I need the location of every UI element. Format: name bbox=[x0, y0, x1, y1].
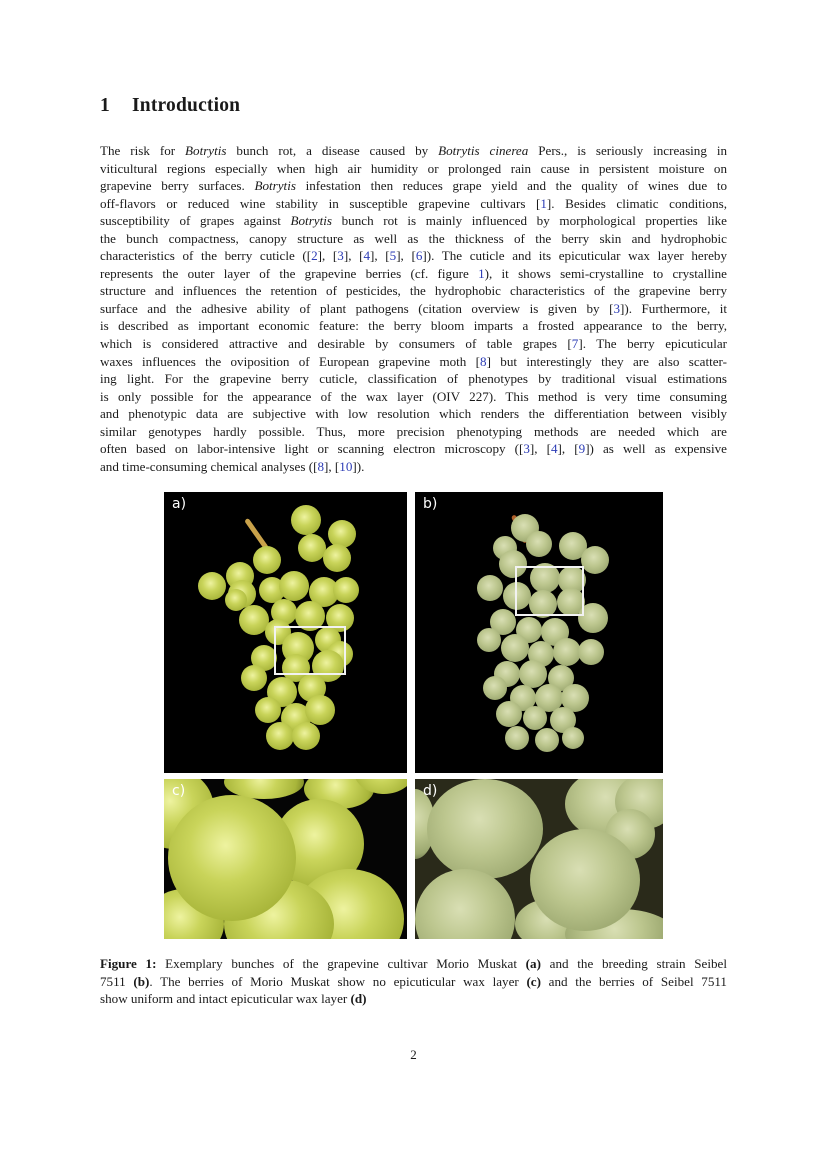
citation-link[interactable]: 1 bbox=[540, 195, 547, 211]
berry bbox=[562, 727, 584, 749]
paragraph-line: surface and the adhesive ability of plant pathogens (citation overview is given by [3]). Furthermore, it bbox=[100, 300, 728, 316]
berry bbox=[578, 639, 604, 665]
berry bbox=[255, 697, 281, 723]
panel-label-a: a) bbox=[172, 496, 187, 512]
citation-link[interactable]: 3 bbox=[523, 441, 530, 457]
citation-link[interactable]: 7 bbox=[571, 336, 579, 352]
paragraph-line: characteristics of the berry cuticle ([2], [3], [4], [5], [6]). The cuticle and its epicuticular wax layer hereby bbox=[100, 248, 727, 264]
citation-link[interactable]: 10 bbox=[339, 458, 353, 474]
citation-link[interactable]: 8 bbox=[480, 353, 487, 369]
berry bbox=[292, 722, 320, 750]
bold-label: (c) bbox=[526, 973, 541, 989]
berry bbox=[477, 628, 501, 652]
berry bbox=[581, 546, 609, 574]
caption-line: show uniform and intact epicuticular wax layer (d) bbox=[100, 991, 367, 1006]
panel-label-c: c) bbox=[172, 783, 186, 799]
paragraph-line: and phenotypic data are subjective with low resolution which renders the differentiation between visibly bbox=[100, 406, 727, 422]
section-title: Introduction bbox=[132, 95, 241, 116]
citation-link[interactable]: 2 bbox=[311, 248, 318, 264]
paragraph-line: waxes influences the oviposition of European grapevine moth [8] but interestingly they are also scatter- bbox=[100, 353, 727, 369]
figure-panel-d bbox=[415, 779, 663, 939]
paragraph-line: structure and influences the retention of pesticides, the hydrophobic characteristics of the grapevine berry bbox=[100, 283, 727, 299]
berry bbox=[241, 665, 267, 691]
berry bbox=[168, 795, 296, 921]
berry bbox=[523, 706, 547, 730]
citation-link[interactable]: 3 bbox=[613, 300, 620, 316]
citation-link[interactable]: 4 bbox=[551, 441, 558, 457]
paragraph-line: ing light. For the grapevine berry cuticle, classification of phenotypes by traditional visual estimations bbox=[100, 371, 727, 387]
berry bbox=[291, 505, 321, 535]
citation-link[interactable]: 3 bbox=[337, 248, 344, 264]
berry bbox=[483, 676, 507, 700]
berry bbox=[298, 534, 326, 562]
section-heading bbox=[100, 95, 240, 117]
figure-panel-b bbox=[415, 492, 663, 773]
figure-caption bbox=[100, 955, 727, 1008]
berry bbox=[477, 575, 503, 601]
berry bbox=[415, 869, 515, 939]
roi-box-b bbox=[515, 566, 584, 616]
berry bbox=[496, 701, 522, 727]
paragraph-line: grapevine berry surfaces. Botrytis infestation then reduces grape yield and the quality of wines due to bbox=[100, 178, 728, 194]
italic-term: Botrytis bbox=[185, 143, 227, 158]
berry bbox=[427, 779, 543, 879]
paragraph-line: viticultural regions especially when high air humidity or prolonged rain cause in persistent moisture on bbox=[100, 160, 727, 176]
berry bbox=[519, 660, 547, 688]
section-number: 1 bbox=[100, 95, 110, 116]
paragraph-line: the bunch compactness, canopy structure as well as the thickness of the berry skin and hydrophobic bbox=[100, 230, 727, 246]
figure-panel-c bbox=[164, 779, 407, 939]
bold-label: (d) bbox=[350, 991, 367, 1006]
berry bbox=[279, 571, 309, 601]
bold-label: (b) bbox=[133, 973, 150, 989]
panel-label-b: b) bbox=[423, 496, 438, 512]
paragraph-line: is described as important economic feature: the berry bloom imparts a frosted appearance to the berry, bbox=[100, 318, 727, 334]
italic-term: Botrytis bbox=[254, 178, 296, 194]
page-number: 2 bbox=[410, 1047, 417, 1062]
berry bbox=[323, 544, 351, 572]
citation-link[interactable]: 9 bbox=[578, 441, 586, 457]
berry bbox=[526, 531, 552, 557]
paragraph-line: similar genotypes hardly possible. Thus, more precision phenotyping methods are needed which are bbox=[100, 423, 727, 439]
paragraph-line: is only possible for the appearance of the wax layer (OIV 227). This method is very time consuming bbox=[100, 388, 727, 404]
berry bbox=[266, 722, 294, 750]
citation-link[interactable]: 6 bbox=[415, 248, 423, 264]
paragraph-line: represents the outer layer of the grapevine berries (cf. figure 1), it shows semi-crystalline to crystalline bbox=[100, 265, 727, 281]
berry bbox=[553, 638, 581, 666]
paragraph-line: susceptibility of grapes against Botrytis bunch rot is mainly influenced by morphological properties like bbox=[100, 213, 727, 229]
introduction-paragraph bbox=[100, 142, 727, 475]
berry bbox=[530, 829, 640, 931]
citation-link[interactable]: 8 bbox=[317, 458, 324, 474]
berry bbox=[225, 589, 247, 611]
paragraph-line: often based on labor-intensive light or scanning electron microscopy ([3], [4], [9]) as well as expensive bbox=[100, 441, 727, 457]
bold-label: (a) bbox=[525, 956, 541, 971]
berry bbox=[535, 728, 559, 752]
caption-line: 7511 (b). The berries of Morio Muskat show no epicuticular wax layer (c) and the berries of Seibel 7511 bbox=[100, 973, 727, 989]
citation-link[interactable]: 1 bbox=[478, 265, 485, 281]
panel-label-d: d) bbox=[423, 783, 438, 799]
figure-panel-a bbox=[164, 492, 407, 773]
citation-link[interactable]: 5 bbox=[389, 248, 397, 264]
paragraph-line: which is considered attractive and desirable by consumers of table grapes [7]. The berry epicuticular bbox=[100, 336, 728, 352]
caption-line: Figure 1: Exemplary bunches of the grapevine cultivar Morio Muskat (a) and the breeding strain Seibel bbox=[100, 956, 727, 971]
italic-term: Botrytis bbox=[290, 213, 332, 229]
paragraph-line: and time-consuming chemical analyses ([8], [10]). bbox=[100, 458, 365, 474]
citation-link[interactable]: 4 bbox=[363, 248, 371, 264]
berry bbox=[305, 695, 335, 725]
italic-term: Botrytis cinerea bbox=[438, 143, 529, 158]
figure-1 bbox=[164, 492, 663, 939]
paragraph-line: off-flavors or reduced wine stability in susceptible grapevine cultivars [1]. Besides climatic conditions, bbox=[100, 195, 727, 211]
roi-box-a bbox=[274, 626, 346, 675]
bold-label: Figure 1: bbox=[100, 956, 157, 971]
berry bbox=[505, 726, 529, 750]
berry bbox=[198, 572, 226, 600]
berry bbox=[253, 546, 281, 574]
berry bbox=[333, 577, 359, 603]
paragraph-line: The risk for Botrytis bunch rot, a disease caused by Botrytis cinerea Pers., is seriously increasing in bbox=[100, 143, 728, 158]
berry bbox=[501, 634, 529, 662]
